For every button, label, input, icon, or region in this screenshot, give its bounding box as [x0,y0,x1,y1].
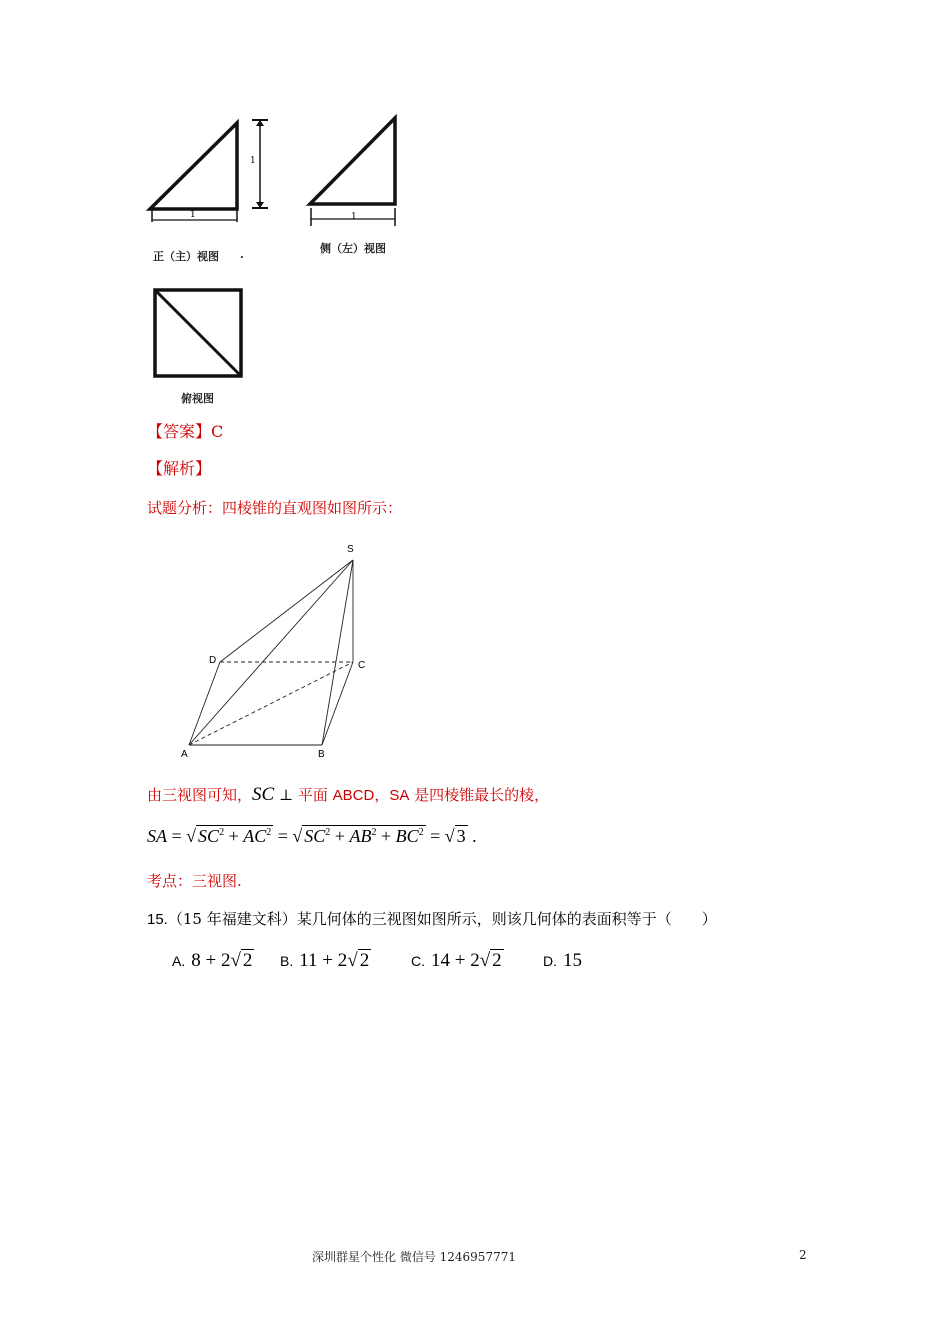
answer-value: C [211,422,224,441]
vertex-label-b: B [318,749,325,760]
formula-lhs: SA [147,826,167,846]
option-a[interactable]: A. 8 + 2√ 2 [172,950,253,971]
formula-radical-1: $SC^2 + AC^2$ [198,826,272,846]
statement-abcd: ABCD [332,787,375,804]
statement-perp: ⊥ [274,786,298,804]
top-view-caption: 俯视图 [181,392,214,405]
pyramid-figure [175,540,385,765]
analysis-intro: 试题分析：四棱锥的直观图如图所示： [147,499,403,517]
vertex-label-d: D [209,655,217,666]
statement-comma: ， [374,786,390,804]
question-text: （15 年福建文科）某几何体的三视图如图所示，则该几何体的表面积等于（ ） [167,910,717,928]
statement-suffix: 是四棱锥最长的棱， [409,786,550,804]
top-view-figure [150,285,246,381]
vertex-label-c: C [358,660,366,671]
analysis-label: 【解析】 [147,459,212,478]
side-width-dim: 1 [351,212,357,222]
side-view-caption: 侧（左）视图 [320,242,386,255]
vertex-label-a: A [181,749,188,760]
answer-label: 【答案】 [147,422,212,441]
formula-eq2: = [273,826,293,846]
sa-formula: SA = √ $SC^2 + AC^2$ = √ $SC^2 + AB^2 + BC^2$ = √ 3 . [147,826,477,846]
formula-eq3: = [425,826,445,846]
question-number: 15. [147,911,168,928]
footer-center: 深圳群星个性化 微信号 1246957771 [312,1250,516,1264]
statement-sc: SC [252,784,275,805]
front-view-caption-dot: . [240,248,244,261]
front-view-caption: 正（主）视图 [153,250,219,263]
option-d[interactable]: D. 15 [543,950,582,971]
option-b[interactable]: B. 11 + 2√ 2 [280,950,370,971]
analysis-statement [147,785,549,806]
statement-prefix: 由三视图可知， [147,786,253,804]
formula-eq1: = [167,826,187,846]
page-number: 2 [799,1248,807,1262]
formula-end: . [467,826,477,846]
question-15 [147,909,717,930]
formula-result: 3 [456,826,466,846]
statement-plane: 平面 [297,786,333,804]
answer-line [147,422,223,442]
front-view-figure [140,112,270,222]
vertex-label-s: S [347,544,354,555]
front-height-dim: 1 [250,156,256,166]
option-c[interactable]: C. 14 + 2√ 2 [411,950,502,971]
keypoint: 考点：三视图. [147,872,242,890]
statement-sa: SA [389,787,410,804]
front-width-dim: 1 [190,210,196,220]
formula-radical-2: $SC^2 + AB^2 + BC^2$ [304,826,424,846]
